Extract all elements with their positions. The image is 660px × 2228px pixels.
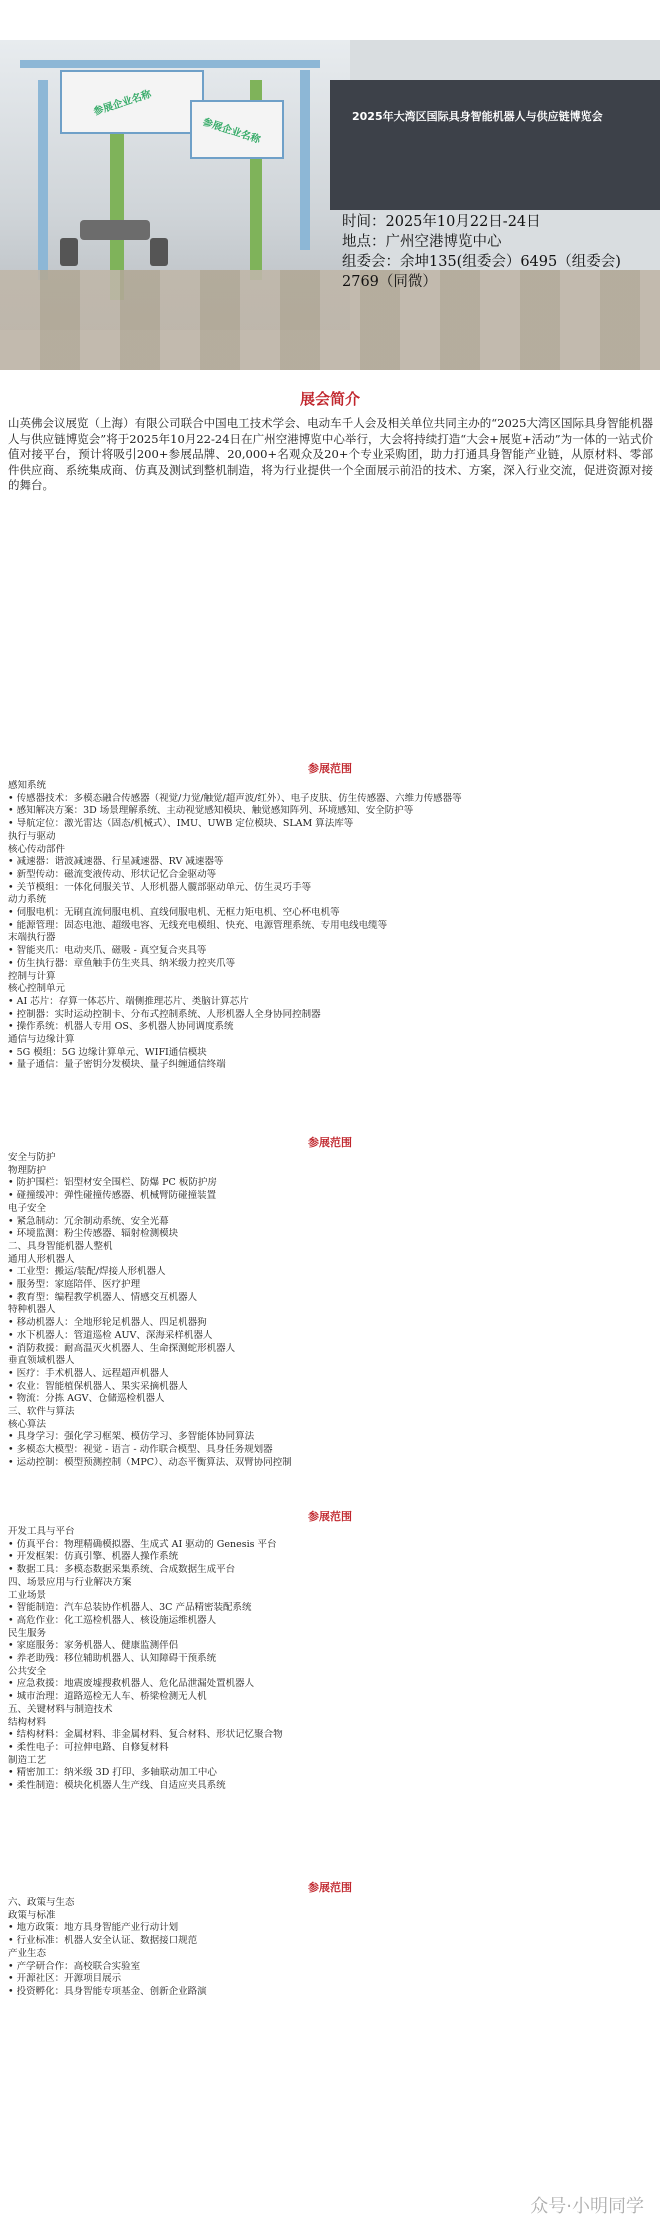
scope-line: 三、软件与算法 (8, 1406, 75, 1418)
scope-line: • 应急救援：地震废墟搜救机器人、危化品泄漏处置机器人 (8, 1678, 255, 1690)
scope-line: • 关节模组：一体化伺服关节、人形机器人髋部驱动单元、仿生灵巧手等 (8, 881, 312, 893)
booth-pillar (38, 80, 48, 280)
scope-line: 垂直领域机器人 (8, 1355, 75, 1367)
scope-line: • 行业标准：机器人安全认证、数据接口规范 (8, 1935, 198, 1947)
scope-line: 核心传动部件 (8, 843, 66, 855)
scope-line: 民生服务 (8, 1627, 47, 1639)
scope-line: • 导航定位：激光雷达（固态/机械式）、IMU、UWB 定位模块、SLAM 算法库等 (8, 818, 354, 830)
scope-title: 参展范围 (308, 1510, 352, 1523)
watermark: 众号·小明同学 (530, 2196, 644, 2217)
scope-line: • 多模态大模型：视觉 - 语言 - 动作联合模型、具身任务规划器 (8, 1444, 273, 1456)
scope-line: • 新型传动：磁流变液传动、形状记忆合金驱动等 (8, 868, 217, 880)
scope-line: 执行与驱动 (8, 830, 56, 842)
scope-line: 特种机器人 (8, 1304, 56, 1316)
hero-image (0, 40, 660, 370)
booth-sign-right (190, 100, 284, 159)
booth-pillar (300, 70, 310, 250)
booth-sign-text: 参展企业名称 (201, 116, 262, 146)
scope-line: • 水下机器人：管道巡检 AUV、深海采样机器人 (8, 1329, 213, 1341)
scope-line: • 具身学习：强化学习框架、模仿学习、多智能体协同算法 (8, 1431, 255, 1443)
event-time: 时间：2025年10月22日-24日 (342, 214, 541, 230)
scope-line: • 地方政策：地方具身智能产业行动计划 (8, 1922, 179, 1934)
scope-line: • 柔性电子：可拉伸电路、自修复材料 (8, 1741, 169, 1753)
scope-line: • 仿真平台：物理精确模拟器、生成式 AI 驱动的 Genesis 平台 (8, 1538, 277, 1550)
scope-line: • 城市治理：道路巡检无人车、桥梁检测无人机 (8, 1691, 207, 1703)
scope-line: • 工业型：搬运/装配/焊接人形机器人 (8, 1266, 166, 1278)
scope-line: • 农业：智能植保机器人、果实采摘机器人 (8, 1380, 188, 1392)
scope-line: • 控制器：实时运动控制卡、分布式控制系统、人形机器人全身协同控制器 (8, 1008, 321, 1020)
expo-banner (330, 80, 660, 210)
scope-line: 政策与标准 (8, 1909, 56, 1921)
scope-line: • 教育型：编程教学机器人、情感交互机器人 (8, 1291, 198, 1303)
scope-line: • 养老助残：移位辅助机器人、认知障碍干预系统 (8, 1653, 217, 1665)
scope-line: • 紧急制动：冗余制动系统、安全光幕 (8, 1215, 169, 1227)
scope-line: • 感知解决方案：3D 场景理解系统、主动视觉感知模块、触觉感知阵列、环境感知、安全防护等 (8, 805, 414, 817)
scope-line: 开发工具与平台 (8, 1526, 75, 1537)
scope-line: • 运动控制：模型预测控制（MPC）、动态平衡算法、双臂协同控制 (8, 1456, 292, 1468)
scope-line: • 5G 模组：5G 边缘计算单元、WIFI通信模块 (8, 1046, 207, 1058)
scope-line: • 投资孵化：具身智能专项基金、创新企业路演 (8, 1985, 207, 1997)
scope-line: • 精密加工：纳米级 3D 打印、多轴联动加工中心 (8, 1767, 217, 1779)
event-contact-extra: 2769（同微） (342, 274, 437, 290)
scope-title: 参展范围 (308, 1136, 352, 1149)
scope-line: 控制与计算 (8, 970, 56, 982)
scope-list (8, 1897, 653, 1999)
scope-line: 六、政策与生态 (8, 1897, 75, 1908)
scope-list (8, 1152, 653, 1470)
booth-sign-left (60, 70, 204, 134)
scope-line: • 消防救援：耐高温灭火机器人、生命探测蛇形机器人 (8, 1342, 236, 1354)
scope-line: • 环境监测：粉尘传感器、辐射检测模块 (8, 1228, 179, 1240)
scope-list (8, 1526, 653, 1793)
scope-line: • 能源管理：固态电池、超级电容、无线充电模组、快充、电源管理系统、专用电线电缆等 (8, 919, 388, 931)
scope-line: • 减速器：谐波减速器、行星减速器、RV 减速器等 (8, 856, 224, 868)
scope-line: • 传感器技术：多模态融合传感器（视觉/力觉/触觉/超声波/红外）、电子皮肤、仿生传感器、六维力传感器等 (8, 792, 462, 804)
scope-line: • 碰撞缓冲：弹性碰撞传感器、机械臂防碰撞装置 (8, 1190, 217, 1202)
scope-line: • 智能制造：汽车总装协作机器人、3C 产品精密装配系统 (8, 1602, 252, 1614)
scope-line: 核心控制单元 (8, 983, 66, 995)
scope-line: • 物流：分拣 AGV、仓储巡检机器人 (8, 1393, 165, 1405)
scope-line: • 智能夹爪：电动夹爪、磁吸 - 真空复合夹具等 (8, 945, 207, 957)
scope-line: • AI 芯片：存算一体芯片、端侧推理芯片、类脑计算芯片 (8, 995, 249, 1007)
scope-line: • 开源社区：开源项目展示 (8, 1973, 122, 1985)
scope-line: • 柔性制造：模块化机器人生产线、自适应夹具系统 (8, 1780, 226, 1792)
scope-line: 工业场景 (8, 1589, 47, 1601)
scope-title: 参展范围 (308, 1881, 352, 1894)
scope-line: 公共安全 (8, 1665, 47, 1677)
scope-line: 制造工艺 (8, 1754, 47, 1766)
booth-chair (60, 238, 78, 266)
scope-line: 结构材料 (8, 1716, 47, 1728)
scope-line: • 数据工具：多模态数据采集系统、合成数据生成平台 (8, 1564, 236, 1576)
scope-line: • 医疗：手术机器人、远程超声机器人 (8, 1367, 169, 1379)
booth-beam (20, 60, 320, 68)
scope-line: • 伺服电机：无刷直流伺服电机、直线伺服电机、无框力矩电机、空心杯电机等 (8, 907, 340, 919)
event-contact: 组委会：余坤135(组委会）6495（组委会) (342, 254, 621, 270)
scope-line: • 家庭服务：家务机器人、健康监测伴侣 (8, 1640, 179, 1652)
scope-line: 四、场景应用与行业解决方案 (8, 1576, 132, 1588)
intro-text: 山英佛会议展览（上海）有限公司联合中国电工技术学会、电动车千人会及相关单位共同主办的“2025大湾区国际具身智能机器人与供应链博览会”将于2025年10月22-24日在广州空港博览中心举行，大会将持续打造“大会+展览+活动”为一体的一站式价值对接平台，预计将吸引200+参展品牌、20,000+名观众及20+个专业采购团，助力打通具身智能产业链，从原材料、零部件供应商、系统集成商、仿真及测试到整机制造，将为行业提供一个全面展示前沿的技术、方案，深入行业交流，促进资源对接的舞台。 (8, 416, 653, 492)
scope-list (8, 780, 653, 1072)
scope-line: 动力系统 (8, 894, 47, 906)
scope-line: 五、关键材料与制造技术 (8, 1703, 113, 1715)
scope-line: 末端执行器 (8, 932, 56, 944)
scope-line: • 服务型：家庭陪伴、医疗护理 (8, 1279, 141, 1291)
scope-line: 通信与边缘计算 (8, 1034, 75, 1046)
scope-line: • 产学研合作：高校联合实验室 (8, 1960, 141, 1972)
booth-sign-text: 参展企业名称 (92, 88, 153, 118)
scope-line: • 操作系统：机器人专用 OS、多机器人协同调度系统 (8, 1021, 234, 1033)
event-info (342, 212, 657, 292)
scope-line: 二、具身智能机器人整机 (8, 1240, 113, 1252)
scope-line: • 防护围栏：铝型材安全围栏、防爆 PC 板防护房 (8, 1177, 217, 1189)
scope-line: 安全与防护 (8, 1152, 56, 1163)
scope-line: • 移动机器人：全地形轮足机器人、四足机器狗 (8, 1317, 207, 1329)
scope-line: 电子安全 (8, 1202, 47, 1214)
scope-title: 参展范围 (308, 762, 352, 775)
intro-title: 展会简介 (299, 390, 360, 408)
banner-title: 2025年大湾区国际具身智能机器人与供应链博览会 (352, 110, 603, 123)
scope-line: • 开发框架：仿真引擎、机器人操作系统 (8, 1551, 179, 1563)
scope-line: 物理防护 (8, 1164, 47, 1176)
booth-chair (150, 238, 168, 266)
scope-line: 产业生态 (8, 1947, 47, 1959)
scope-line: 核心算法 (8, 1418, 47, 1430)
scope-line: • 仿生执行器：章鱼触手仿生夹具、纳米级力控夹爪等 (8, 957, 236, 969)
scope-line: • 量子通信：量子密钥分发模块、量子纠缠通信终端 (8, 1059, 226, 1071)
scope-line: • 高危作业：化工巡检机器人、核设施运维机器人 (8, 1614, 217, 1626)
event-location: 地点：广州空港博览中心 (342, 234, 502, 250)
scope-line: 感知系统 (8, 780, 47, 791)
booth-table (80, 220, 150, 240)
scope-line: • 结构材料：金属材料、非金属材料、复合材料、形状记忆聚合物 (8, 1729, 283, 1741)
scope-line: 通用人形机器人 (8, 1253, 75, 1265)
